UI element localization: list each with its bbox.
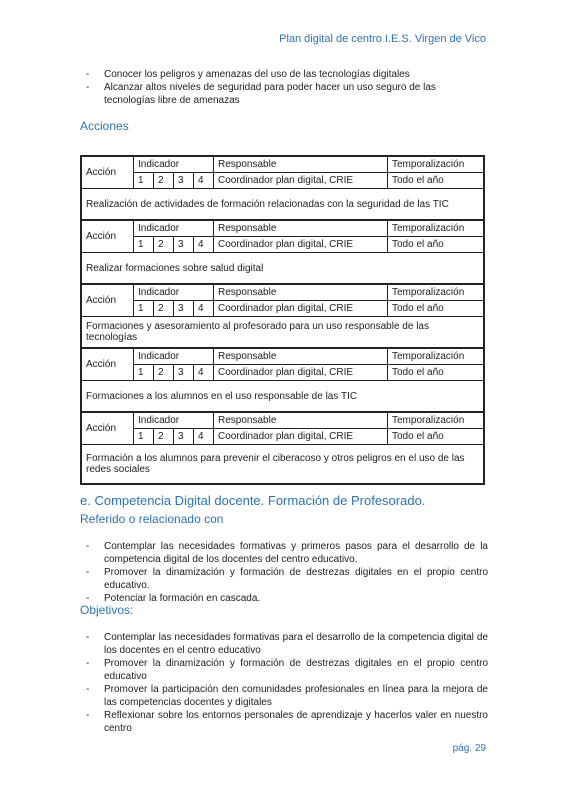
accion-label: Acción (81, 412, 134, 445)
responsable-label: Responsable (214, 348, 388, 365)
responsable-label: Responsable (214, 156, 388, 173)
accion-description: Realización de actividades de formación relacionadas con la seguridad de las TIC (81, 189, 484, 221)
table-row (81, 253, 484, 285)
temporalizacion-label: Temporalización (388, 412, 485, 429)
table-header-row (81, 284, 484, 301)
temporalizacion-value: Todo el año (388, 365, 485, 381)
indicador-label: Indicador (134, 412, 214, 429)
level-1: 1 (134, 301, 154, 317)
list-item: - Contemplar las necesidades formativas y primeros pasos para el desarrollo de la competencia digital de los docentes del centro educativo. (86, 540, 488, 566)
table-row (81, 365, 484, 381)
acciones-heading: Acciones (80, 119, 129, 133)
responsable-label: Responsable (214, 412, 388, 429)
temporalizacion-value: Todo el año (388, 301, 485, 317)
temporalizacion-value: Todo el año (388, 173, 485, 189)
level-4: 4 (194, 365, 214, 381)
temporalizacion-value: Todo el año (388, 237, 485, 253)
level-3: 3 (174, 301, 194, 317)
responsable-value: Coordinador plan digital, CRIE (214, 237, 388, 253)
indicador-label: Indicador (134, 348, 214, 365)
level-2: 2 (154, 237, 174, 253)
table-header-row (81, 156, 484, 173)
indicador-label: Indicador (134, 284, 214, 301)
temporalizacion-label: Temporalización (388, 156, 485, 173)
level-1: 1 (134, 237, 154, 253)
table-header-row (81, 348, 484, 365)
list-item: - Alcanzar altos niveles de seguridad para poder hacer un uso seguro de las tecnologías libre de amenazas (86, 81, 488, 107)
table-header-row (81, 220, 484, 237)
accion-description: Formaciones a los alumnos en el uso responsable de las TIC (81, 381, 484, 413)
table-row (81, 173, 484, 189)
accion-label: Acción (81, 348, 134, 381)
table-row (81, 301, 484, 317)
list-item: - Contemplar las necesidades formativas para el desarrollo de la competencia digital de los docentes en el centro educativo (86, 631, 488, 657)
level-2: 2 (154, 301, 174, 317)
table-row (81, 189, 484, 221)
table-row (81, 381, 484, 413)
accion-label: Acción (81, 156, 134, 189)
responsable-value: Coordinador plan digital, CRIE (214, 429, 388, 445)
level-1: 1 (134, 173, 154, 189)
accion-description: Realizar formaciones sobre salud digital (81, 253, 484, 285)
temporalizacion-label: Temporalización (388, 284, 485, 301)
level-4: 4 (194, 237, 214, 253)
section-title: e. Competencia Digital docente. Formación de Profesorado. (80, 493, 426, 508)
level-4: 4 (194, 429, 214, 445)
list-item: - Reflexionar sobre los entornos personales de aprendizaje y hacerlos valer en nuestro centro (86, 709, 488, 735)
referido-bullet-list (86, 540, 488, 605)
level-3: 3 (174, 365, 194, 381)
responsable-value: Coordinador plan digital, CRIE (214, 301, 388, 317)
list-item: - Promover la participación den comunidades profesionales en línea para la mejora de las competencias docentes y digitales (86, 683, 488, 709)
table-row (81, 429, 484, 445)
table-row (81, 317, 484, 349)
intro-bullet-list (86, 68, 488, 107)
level-3: 3 (174, 429, 194, 445)
level-2: 2 (154, 365, 174, 381)
indicador-label: Indicador (134, 156, 214, 173)
temporalizacion-label: Temporalización (388, 220, 485, 237)
list-item: - Promover la dinamización y formación de destrezas digitales en el propio centro educativo. (86, 566, 488, 592)
acciones-table (80, 155, 485, 485)
page-number: pág. 29 (452, 743, 486, 754)
responsable-label: Responsable (214, 284, 388, 301)
list-item: - Potenciar la formación en cascada. (86, 592, 488, 605)
responsable-value: Coordinador plan digital, CRIE (214, 173, 388, 189)
level-4: 4 (194, 173, 214, 189)
list-item: - Conocer los peligros y amenazas del uso de las tecnologías digitales (86, 68, 488, 81)
temporalizacion-label: Temporalización (388, 348, 485, 365)
level-2: 2 (154, 173, 174, 189)
level-1: 1 (134, 365, 154, 381)
objetivos-heading: Objetivos: (80, 603, 134, 617)
temporalizacion-value: Todo el año (388, 429, 485, 445)
level-3: 3 (174, 237, 194, 253)
accion-label: Acción (81, 220, 134, 253)
responsable-label: Responsable (214, 220, 388, 237)
level-2: 2 (154, 429, 174, 445)
list-item: - Promover la dinamización y formación de destrezas digitales en el propio centro educativo (86, 657, 488, 683)
objetivos-bullet-list (86, 631, 488, 735)
level-3: 3 (174, 173, 194, 189)
accion-description: Formación a los alumnos para prevenir el ciberacoso y otros peligros en el uso de las redes sociales (81, 445, 484, 485)
table-row (81, 237, 484, 253)
accion-description: Formaciones y asesoramiento al profesorado para un uso responsable de las tecnologías (81, 317, 484, 349)
accion-label: Acción (81, 284, 134, 317)
table-header-row (81, 412, 484, 429)
responsable-value: Coordinador plan digital, CRIE (214, 365, 388, 381)
table-row (81, 445, 484, 485)
section-subtitle: Referido o relacionado con (80, 512, 224, 526)
level-1: 1 (134, 429, 154, 445)
page-header-title: Plan digital de centro I.E.S. Virgen de Vico (279, 33, 486, 45)
level-4: 4 (194, 301, 214, 317)
indicador-label: Indicador (134, 220, 214, 237)
